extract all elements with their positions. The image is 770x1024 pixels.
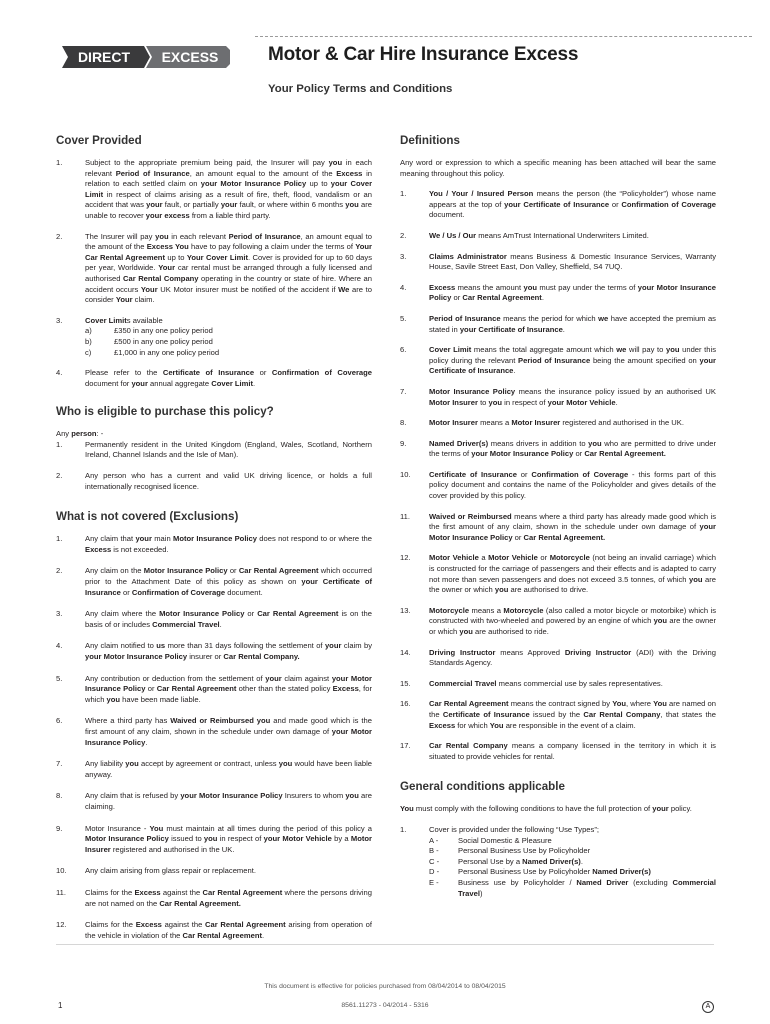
item-number: 5.: [56, 673, 63, 683]
cover-provided-section: [56, 134, 372, 389]
item-number: 3.: [56, 609, 63, 619]
item-number: 10.: [400, 469, 411, 479]
item-number: 4.: [56, 368, 63, 378]
left-column: [56, 130, 372, 941]
item-text: Motor Insurance Policy means the insurance policy issued by an authorised UK Motor Insurer to you in respect of your Motor Vehicle.: [429, 386, 716, 407]
eligibility-heading: Who is eligible to purchase this policy?: [56, 405, 274, 419]
item-text: Any claim where the Motor Insurance Policy or Car Rental Agreement is on the basis of or includes Commercial Travel.: [85, 609, 372, 629]
list-item: [400, 741, 716, 762]
list-item: [56, 824, 372, 856]
item-text: Cover Limit means the total aggregate amount which we will pay to you under this policy during the relevant Period of Insurance being the amount specified on your Certificate of Insurance.: [429, 345, 716, 376]
list-item: [56, 534, 372, 555]
item-text: Excess means the amount you must pay under the terms of your Motor Insurance Policy or Car Rental Agreement.: [429, 282, 716, 303]
sub-item: [429, 867, 716, 878]
exclusions-list: [56, 534, 372, 941]
definitions-list: [400, 189, 716, 762]
list-item: [56, 920, 372, 941]
item-number: 16.: [400, 699, 411, 709]
list-item: [56, 641, 372, 662]
item-number: 13.: [400, 605, 411, 615]
item-number: 8.: [56, 791, 63, 801]
item-number: 5.: [400, 313, 407, 323]
item-text: Claims Administrator means Business & Domestic Insurance Services, Warranty House, Savile Street East, Don Valley, Sheffield, S4 7UQ.: [429, 251, 716, 272]
list-item: [56, 609, 372, 630]
item-number: 12.: [56, 920, 67, 930]
item-text: The Insurer will pay you in each relevant Period of Insurance, an amount equal to the amount of the Excess You have to pay following a claim under the terms of Your Car Rental Agreement up to Your Cover Limit. Cover is provided for up to 60 days per year, Worldwide. Your car rental must be arranged through a fully licensed and authorised Car Rental Company operating in the country or state of hire. Where an accident occurs Your UK Motor insurer must be notified of the accident if We are to consider Your claim.: [85, 231, 372, 305]
general-conditions-heading: General conditions applicable: [400, 780, 565, 794]
list-item: [400, 470, 716, 502]
item-number: 11.: [56, 887, 66, 897]
item-text: Cover Limits available a) £350 in any one policy period b) £500 in any one policy period c) £1,000 in any one policy period: [85, 316, 372, 358]
list-item: [400, 606, 716, 638]
list-item: [56, 791, 372, 812]
sub-item-text: Personal Business Use by Policyholder Named Driver(s): [458, 867, 651, 877]
item-number: 3.: [400, 251, 407, 261]
item-text: Any contribution or deduction from the settlement of your claim against your Motor Insurance Policy or Car Rental Agreement other than the stated policy Excess, for which you have been made liable.: [85, 673, 373, 704]
sub-item-label: B -: [429, 846, 439, 856]
item-number: 2.: [56, 471, 63, 481]
list-item: [56, 716, 372, 748]
sub-item-text: £500 in any one policy period: [114, 336, 213, 346]
item-text: Motor Insurer means a Motor Insurer registered and authorised in the UK.: [429, 418, 684, 428]
list-item: [56, 158, 372, 222]
item-number: 15.: [400, 678, 411, 688]
item-text: You / Your / Insured Person means the person (the “Policyholder”) whose name appears at the top of your Certificate of Insurance or Confirmation of Coverage document.: [429, 189, 716, 220]
item-text: Any claim notified to us more than 31 days following the settlement of your claim by your Motor Insurance Policy insurer or Car Rental Company.: [85, 641, 372, 661]
item-text: Claims for the Excess against the Car Rental Agreement where the persons driving are not named on the Car Rental Agreement.: [85, 887, 372, 908]
direct-excess-logo: [60, 44, 232, 70]
list-item: [400, 553, 716, 595]
eligibility-list: [56, 440, 372, 492]
list-item: [56, 866, 372, 877]
sub-item-label: a): [85, 326, 92, 336]
item-text: Any liability you accept by agreement or contract, unless you would have been liable anyway.: [85, 759, 373, 779]
item-number: 7.: [56, 759, 63, 769]
item-number: 9.: [400, 438, 407, 448]
sub-item: [429, 836, 716, 847]
item-text: Any person who has a current and valid UK driving licence, or holds a full internationally recognised licence.: [85, 471, 372, 491]
header-rule: [255, 36, 752, 37]
exclusions-section: [56, 510, 372, 941]
list-item: [400, 387, 716, 408]
item-text: Period of Insurance means the period for which we have accepted the premium as stated in your Certificate of Insurance.: [429, 313, 716, 334]
cover-list: [56, 158, 372, 389]
effective-dates-note: This document is effective for policies purchased from 08/04/2014 to 08/04/2015: [264, 983, 506, 990]
sub-item-label: A -: [429, 835, 439, 845]
general-conditions-intro: You must comply with the following conditions to have the full protection of your policy.: [400, 804, 692, 814]
item-text: We / Us / Our means AmTrust International Underwriters Limited.: [429, 230, 649, 240]
item-text: Waived or Reimbursed means where a third party has already made good which is the first amount of any claim, shown in the schedule under own damage of your Motor Insurance Policy or Car Rental Agreement.: [429, 511, 716, 542]
item-number: 2.: [400, 230, 407, 240]
item-number: 3.: [56, 315, 63, 325]
item-number: 11.: [400, 511, 410, 521]
item-number: 4.: [56, 641, 63, 651]
item-text: Please refer to the Certificate of Insurance or Confirmation of Coverage document for your annual aggregate Cover Limit.: [85, 368, 372, 388]
item-text: Where a third party has Waived or Reimbursed you and made good which is the first amount of any claim, shown in the schedule under own damage of your Motor Insurance Policy.: [85, 716, 372, 747]
sub-item-text: Business use by Policyholder / Named Driver (excluding Commercial Travel): [458, 877, 716, 898]
list-item: [400, 648, 716, 669]
list-item: [56, 674, 372, 706]
document-subtitle: Your Policy Terms and Conditions: [268, 83, 453, 95]
cover-provided-heading: Cover Provided: [56, 134, 142, 147]
item-text: Cover is provided under the following “Use Types”; A - Social Domestic & Pleasure B - Personal Business Use by Policyholder C - Personal Use by a Named Driver(s). D - Personal Business Use by Policyholder Named Driver(s) E - Business use by Policyholder / Named Driver (excluding Commercial Travel): [429, 824, 716, 898]
item-text: Any claim on the Motor Insurance Policy or Car Rental Agreement which occurred prior to the Attachment Date of this policy as shown on your Certificate of Insurance or Confirmation of Coverage document.: [85, 566, 372, 597]
list-item: [400, 283, 716, 304]
item-number: 2.: [56, 231, 63, 241]
item-number: 1.: [400, 189, 407, 199]
sub-item-text: Personal Use by a Named Driver(s).: [458, 856, 583, 866]
item-text: Car Rental Agreement means the contract signed by You, where You are named on the Certificate of Insurance issued by the Car Rental Company, that states the Excess for which You are responsible in the event of a claim.: [429, 699, 717, 730]
item-text: Certificate of Insurance or Confirmation of Coverage - this forms part of this policy document and contains the name of the Policyholder and gives details of the cover provided by this policy.: [429, 469, 716, 501]
sub-item-label: E -: [429, 877, 439, 887]
definitions-heading: Definitions: [400, 134, 460, 147]
sub-item-label: c): [85, 347, 92, 357]
footer-rule: [56, 944, 714, 945]
list-item: [400, 345, 716, 377]
sub-item-label: D -: [429, 867, 440, 877]
item-number: 1.: [56, 534, 63, 544]
item-number: 14.: [400, 647, 411, 657]
general-conditions-section: [400, 780, 716, 899]
list-item: [400, 825, 716, 899]
list-item: [400, 439, 716, 460]
list-item: [400, 189, 716, 221]
item-number: 8.: [400, 418, 407, 428]
item-text: Driving Instructor means Approved Driving Instructor (ADI) with the Driving Standards Agency.: [429, 647, 716, 668]
item-text: Motorcycle means a Motorcycle (also called a motor bicycle or motorbike) which is constructed with two-wheeled and powered by an engine of which you are the owner or which you are authorised to ride.: [429, 605, 716, 636]
eligibility-section: [56, 405, 372, 492]
sub-item-label: C -: [429, 856, 440, 866]
item-text: Permanently resident in the United Kingdom (England, Wales, Scotland, Northern Ireland, Channel Islands and the Isle of Man).: [85, 439, 372, 460]
exclusions-heading: What is not covered (Exclusions): [56, 510, 239, 524]
item-text: Motor Insurance - You must maintain at all times during the period of this policy a Motor Insurance Policy issued to you in respect of your Motor Vehicle by a Motor Insurer registered and authorised in the UK.: [85, 823, 372, 854]
page-number: 1: [58, 1001, 63, 1010]
list-item: [56, 232, 372, 306]
list-item: [400, 418, 716, 429]
list-item: [400, 314, 716, 335]
item-number: 6.: [400, 345, 407, 355]
item-text: Subject to the appropriate premium being paid, the Insurer will pay you in each relevant Period of Insurance, an amount equal to the amount of the Excess in relation to each settled claim on your Motor Insurance Policy up to your Cover Limit in respect of claims arising as a result of fire, theft, flood, vandalism or an accident that was your fault, or partially your fault, or where within 6 months you are unable to recover your excess from a liable third party.: [85, 158, 373, 220]
list-item: [400, 679, 716, 690]
item-number: 9.: [56, 823, 63, 833]
item-number: 2.: [56, 566, 63, 576]
item-text: Any claim that is refused by your Motor Insurance Policy Insurers to whom you are claiming.: [85, 791, 372, 811]
item-text: Motor Vehicle a Motor Vehicle or Motorcycle (not being an invalid carriage) which is constructed for the carriage of passengers and their effects and is adapted to carry not more than seven passengers and does not exceed 3.5 tonnes, of which you are the owner or which you are authorised to drive.: [429, 553, 717, 595]
list-item: [56, 566, 372, 598]
sub-item-text: Personal Business Use by Policyholder: [458, 846, 591, 856]
list-item: [56, 759, 372, 780]
item-number: 1.: [400, 824, 407, 834]
sub-item-text: Social Domestic & Pleasure: [458, 835, 552, 845]
item-text: Any claim that your main Motor Insurance Policy does not respond to or where the Excess is not exceeded.: [85, 534, 372, 554]
list-item: [400, 699, 716, 731]
sub-item: [85, 337, 372, 348]
list-item: [56, 471, 372, 492]
item-number: 4.: [400, 282, 407, 292]
item-number: 1.: [56, 439, 63, 449]
list-item: [56, 888, 372, 909]
item-number: 6.: [56, 716, 63, 726]
document-title: Motor & Car Hire Insurance Excess: [268, 44, 579, 65]
item-text: Car Rental Company means a company licensed in the territory in which it is situated to provide vehicles for rental.: [429, 741, 716, 761]
eligibility-intro: Any person: -: [56, 429, 104, 439]
list-item: [400, 231, 716, 242]
right-column: [400, 130, 716, 899]
sub-item: [85, 326, 372, 337]
sub-item-text: £1,000 in any one policy period: [114, 347, 220, 357]
item-text: Claims for the Excess against the Car Rental Agreement arising from operation of the vehicle in violation of the Car Rental Agreement.: [85, 920, 372, 940]
item-text: Named Driver(s) means drivers in addition to you who are permitted to drive under the terms of your Motor Insurance Policy or Car Rental Agreement.: [429, 438, 716, 459]
list-item: [56, 368, 372, 389]
circled-a-mark: A: [702, 1001, 714, 1013]
sub-item: [429, 857, 716, 868]
item-number: 10.: [56, 866, 67, 876]
sub-item: [429, 846, 716, 857]
sub-item-text: £350 in any one policy period: [114, 326, 213, 336]
item-number: 1.: [56, 158, 63, 167]
definitions-section: [400, 134, 716, 762]
item-number: 17.: [400, 741, 411, 751]
general-conditions-list: [400, 825, 716, 899]
item-number: 12.: [400, 553, 411, 563]
sub-item-label: b): [85, 336, 92, 346]
list-item: [56, 316, 372, 358]
list-item: [56, 440, 372, 461]
list-item: [400, 512, 716, 544]
logo-word-direct: DIRECT: [77, 49, 131, 65]
sub-item: [85, 348, 372, 359]
document-code: 8561.11273 - 04/2014 - 5316: [341, 1002, 429, 1009]
list-item: [400, 252, 716, 273]
item-text: Commercial Travel means commercial use by sales representatives.: [429, 678, 663, 688]
item-text: Any claim arising from glass repair or replacement.: [85, 866, 256, 876]
definitions-intro: Any word or expression to which a specific meaning has been attached will bear the same meaning throughout this policy.: [400, 158, 716, 178]
sub-item: [429, 878, 716, 899]
logo-word-excess: EXCESS: [161, 49, 219, 65]
item-number: 7.: [400, 386, 407, 396]
